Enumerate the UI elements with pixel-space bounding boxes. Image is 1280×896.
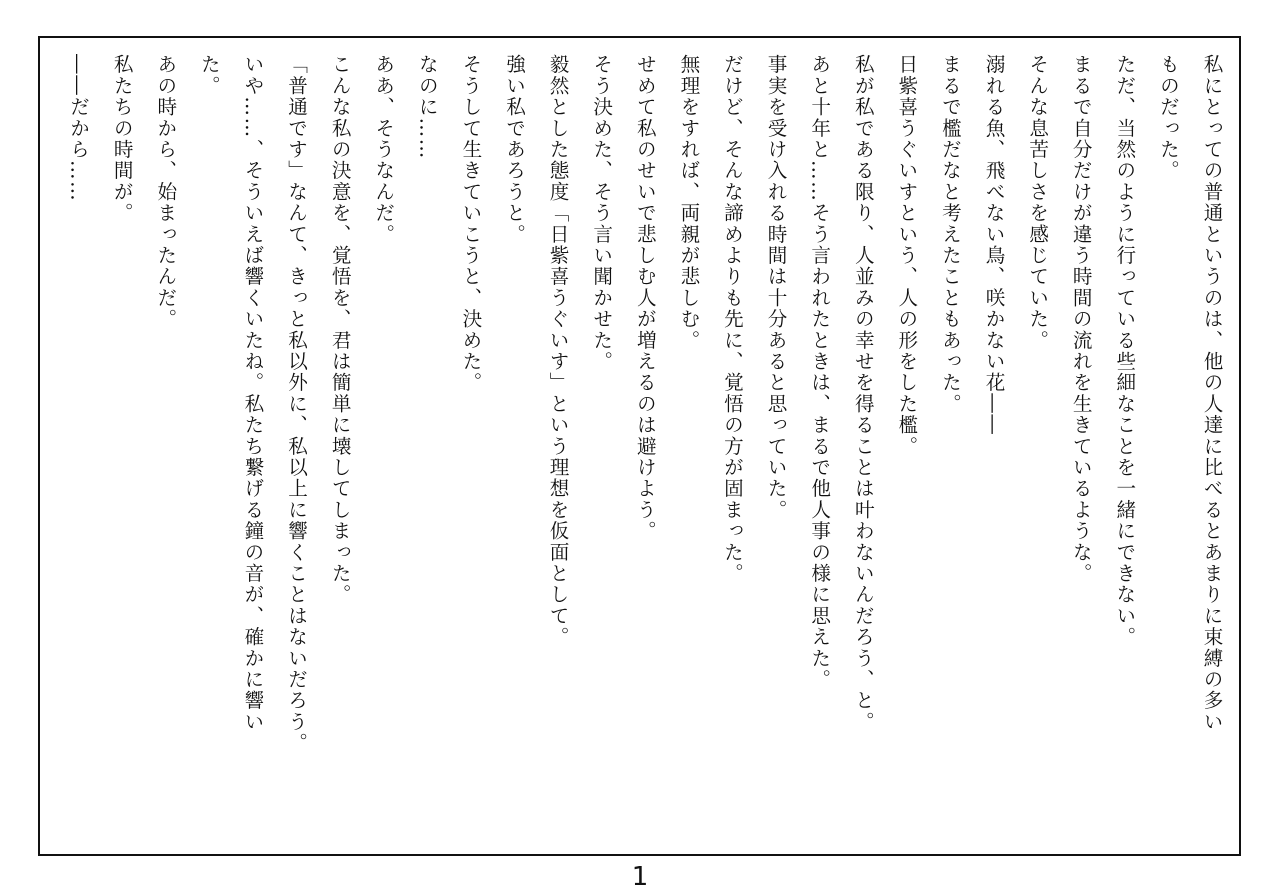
text-line: そう決めた、そう言い聞かせた。 — [589, 54, 613, 372]
text-line: そうして生きていこうと、決めた。 — [458, 54, 482, 394]
manuscript-body — [56, 54, 1233, 854]
text-line: 溺れる魚、飛べない鳥、咲かない花―― — [982, 54, 1006, 436]
text-line: そんな息苦しさを感じていた。 — [1025, 54, 1049, 351]
text-line: ああ、そうなんだ。 — [371, 54, 395, 245]
text-line: 「普通です」なんて、きっと私以外に、私以上に響くことはないだろう。 — [284, 54, 308, 754]
text-line: 日紫喜うぐいすという、人の形をした檻。 — [894, 54, 918, 457]
page-number: 1 — [631, 862, 649, 892]
text-line: 無理をすれば、両親が悲しむ。 — [676, 54, 700, 351]
text-line: 私が私である限り、人並みの幸せを得ることは叶わないんだろう、と。 — [851, 54, 875, 733]
manuscript-frame — [38, 36, 1241, 856]
text-line: 強い私であろうと。 — [502, 54, 526, 245]
text-line: ただ、当然のように行っている些細なことを一緒にできない。 — [1112, 54, 1136, 648]
text-line: 私にとっての普通というのは、他の人達に比べるとあまりに束縛の多い — [1200, 54, 1223, 733]
text-line: た。 — [197, 54, 221, 97]
text-line: ものだった。 — [1156, 54, 1180, 182]
text-line: いや……、そういえば響くいたね。私たち繋げる鐘の音が、確かに響い — [240, 54, 264, 733]
text-line: あと十年と……そう言われたときは、まるで他人事の様に思えた。 — [807, 54, 831, 690]
text-line: なのに…… — [415, 54, 439, 160]
text-line: 私たちの時間が。 — [110, 54, 134, 224]
text-line: まるで自分だけが違う時間の流れを生きているような。 — [1069, 54, 1093, 584]
text-line: 事実を受け入れる時間は十分あると思っていた。 — [764, 54, 788, 521]
text-line: だけど、そんな諦めよりも先に、覚悟の方が固まった。 — [720, 54, 744, 584]
text-line: あの時から、始まったんだ。 — [153, 54, 177, 330]
text-line: ――だから…… — [66, 54, 90, 203]
text-line: まるで檻だなと考えたこともあった。 — [938, 54, 962, 415]
text-line: こんな私の決意を、覚悟を、君は簡単に壊してしまった。 — [328, 54, 352, 606]
text-line: 毅然とした態度「日紫喜うぐいす」という理想を仮面として。 — [546, 54, 570, 648]
text-line: せめて私のせいで悲しむ人が増えるのは避けよう。 — [633, 54, 657, 542]
